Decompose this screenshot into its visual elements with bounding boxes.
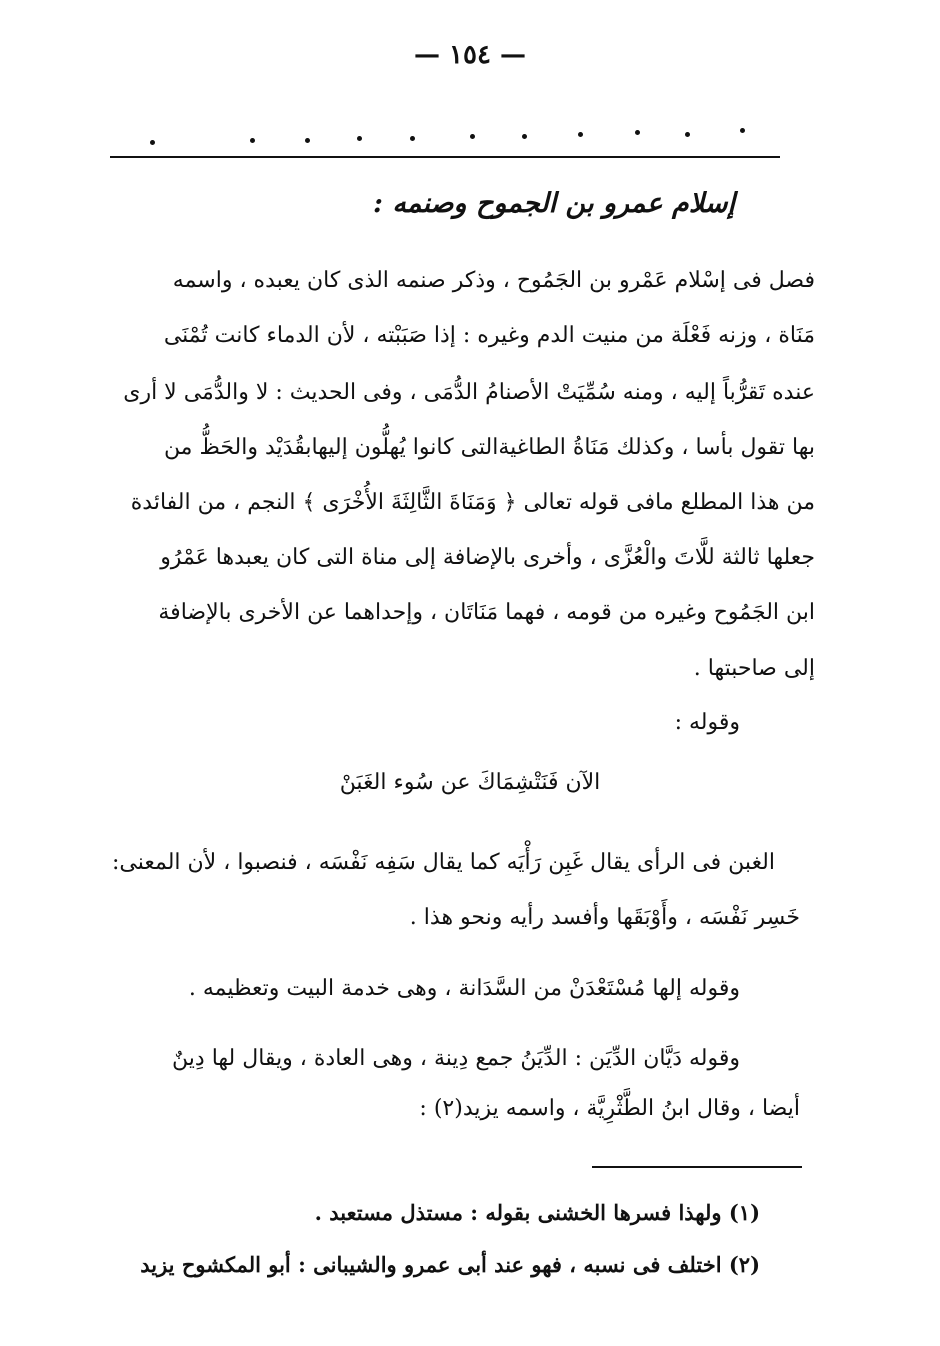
ornament-dot <box>635 130 640 135</box>
quote-intro: وقوله : <box>674 710 740 735</box>
ornament-dot <box>250 138 255 143</box>
ornament-dot <box>740 128 745 133</box>
paragraph-line: مَنَاة ، وزنه فَعْلَة من منيت الدم وغيره : إذا صَبَبْته ، لأن الدماء كانت تُمْنَى <box>163 323 815 348</box>
paragraph-line: إلى صاحبتها . <box>693 656 815 681</box>
header-rule <box>110 156 780 158</box>
ornament-dot <box>410 136 415 141</box>
verse-line: الآن فَنَتْشِمَاكَ عن سُوء الغَبَنْ <box>339 770 601 795</box>
ornament-dot <box>578 132 583 137</box>
paragraph-line: فصل فى إسْلام عَمْرو بن الجَمُوح ، وذكر صنمه الذى كان يعبده ، واسمه <box>172 268 815 293</box>
ornament-dot <box>522 134 527 139</box>
paragraph-line: وقوله دَيَّان الدِّيَن : الدِّيَنُ جمع دِينة ، وهى العادة ، ويقال لها دِينٌ <box>172 1046 740 1071</box>
paragraph-line: عنده تَقرُّباً إليه ، ومنه سُمِّيَتْ الأصنامُ الدُّمَى ، وفى الحديث : لا والدُّمَى لا أرى <box>123 380 815 405</box>
paragraph-line: وقوله إلها مُسْتَعْدَنْ من السَّدَانة ، وهى خدمة البيت وتعظيمه . <box>188 976 740 1001</box>
footnote: (٢) اختلف فى نسبه ، فهو عند أبى عمرو والشيبانى : أبو المكشوح يزيد <box>140 1252 760 1277</box>
paragraph-line: من هذا المطلع مافى قوله تعالى ﴿ وَمَنَاةَ الثَّالِثَةَ الأُخْرَى ﴾ النجم ، من الفائدة <box>130 490 815 515</box>
page-number: — ١٥٤ — <box>413 40 527 70</box>
paragraph-line: الغبن فى الرأى يقال غَبِن رَأْيَه كما يقال سَفِه نَفْسَه ، فنصبوا ، لأن المعنى: <box>112 850 775 875</box>
footnote: (١) ولهذا فسرها الخشنى بقوله : مستذل مستعبد . <box>314 1200 760 1225</box>
ornament-dot <box>470 134 475 139</box>
decorative-dot-row <box>110 118 800 158</box>
paragraph-line: خَسِر نَفْسَه ، وأَوْبَقَها وأفسد رأيه ونحو هذا . <box>409 905 800 930</box>
ornament-dot <box>685 132 690 137</box>
paragraph-line: جعلها ثالثة للَّاتَ والْعُزَّى ، وأخرى بالإضافة إلى مناة التى كان يعبدها عَمْرُو <box>160 545 815 570</box>
section-title: إسلام عمرو بن الجموح وصنمه : <box>373 188 735 219</box>
ornament-dot <box>357 136 362 141</box>
paragraph-line: بها تقول بأسا ، وكذلك مَنَاةُ الطاغيةالتى كانوا يُهلُّون إليهابقُدَيْد والحَظُّ من <box>163 435 815 460</box>
ornament-dot <box>150 140 155 145</box>
paragraph-line: ابن الجَمُوح وغيره من قومه ، فهما مَنَاتَان ، وإحداهما عن الأخرى بالإضافة <box>158 600 815 625</box>
paragraph-line: أيضا ، وقال ابنُ الطَّثْرِيَّة ، واسمه يزيد(٢) : <box>419 1096 800 1121</box>
ornament-dot <box>305 138 310 143</box>
footnote-rule <box>592 1166 802 1168</box>
